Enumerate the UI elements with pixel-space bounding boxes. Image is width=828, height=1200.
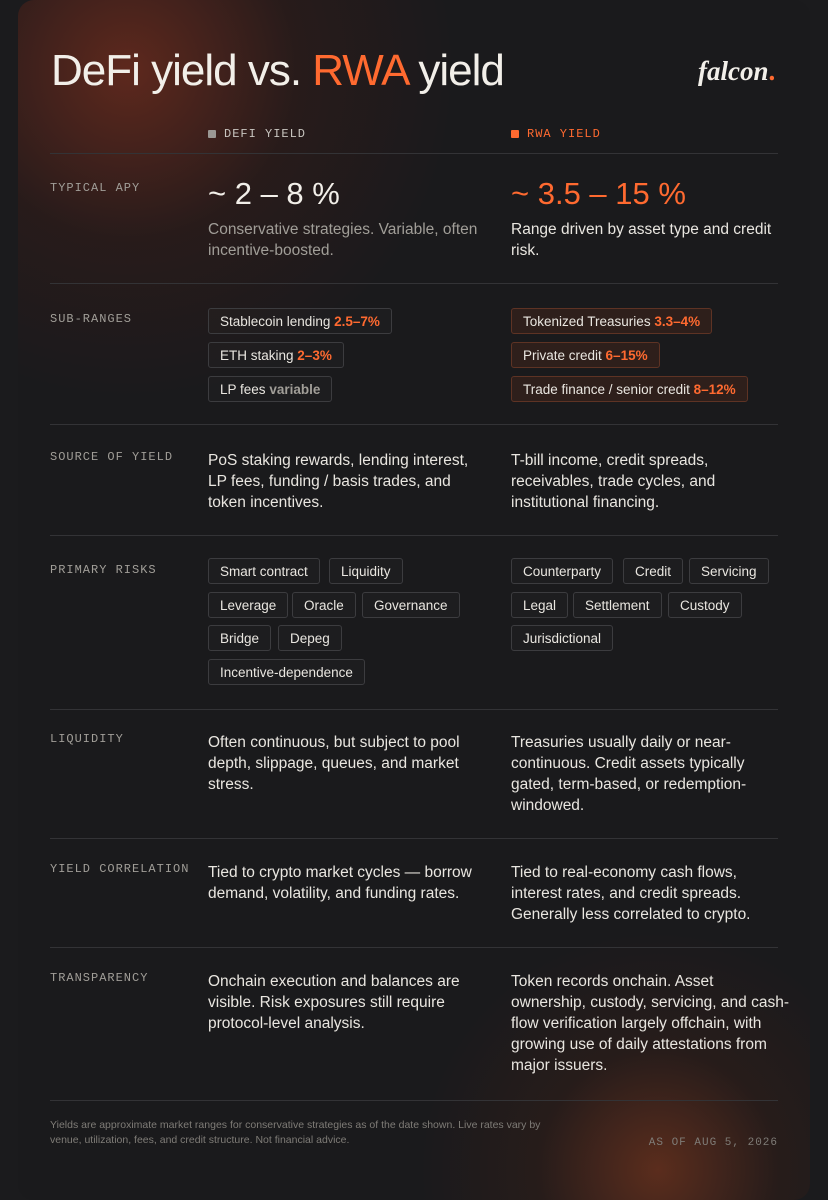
subrange-chip-trade-finance [511,376,748,402]
rwa-correlation-text: Tied to real-economy cash flows, interest rates, and credit spreads. Generally less correlated to crypto. [511,864,751,923]
rwa-square-icon [511,130,519,138]
comparison-card [18,0,810,1200]
divider [50,424,778,425]
chip-name: LP fees [220,382,266,397]
row-label-yield-correlation: YIELD CORRELATION [50,862,190,876]
title-accent: RWA [312,46,408,95]
chip-value: 2–3% [297,348,332,363]
chip-name: ETH staking [220,348,294,363]
subrange-chip-stablecoin-lending [208,308,392,334]
rwa-liquidity-text: Treasuries usually daily or near-continuous. Credit assets typically gated, term-based, or redemption-windowed. [511,734,747,814]
row-label-sub-ranges: SUB-RANGES [50,312,133,326]
risk-chip: Credit [623,558,683,584]
subrange-chip-private-credit [511,342,660,368]
rwa-source-text: T-bill income, credit spreads, receivables, trade cycles, and institutional financing. [511,452,716,511]
risk-chip: Incentive-dependence [208,659,365,685]
divider [50,1100,778,1101]
subrange-chip-eth-staking [208,342,344,368]
defi-apy-value: ~ 2 – 8 % [208,176,340,211]
row-label-primary-risks: PRIMARY RISKS [50,563,157,577]
divider [50,947,778,948]
chip-name: Tokenized Treasuries [523,314,651,329]
risk-chip: Legal [511,592,568,618]
chip-name: Stablecoin lending [220,314,331,329]
row-label-source-of-yield: SOURCE OF YIELD [50,450,174,464]
risk-chip: Oracle [292,592,356,618]
risk-chip: Settlement [573,592,662,618]
risk-chip: Liquidity [329,558,403,584]
logo-wordmark: falcon [698,56,769,86]
chip-value: variable [269,382,321,397]
falcon-logo [698,56,775,87]
risk-chip: Smart contract [208,558,320,584]
rwa-transparency-text: Token records onchain. Asset ownership, custody, servicing, and cash-flow verification largely offchain, with growing use of daily attestations from major issuers. [511,973,789,1074]
divider [50,535,778,536]
defi-apy-note: Conservative strategies. Variable, often incentive-boosted. [208,221,478,259]
risk-chip: Depeg [278,625,342,651]
rwa-column-header [511,127,601,141]
chip-value: 2.5–7% [334,314,380,329]
title-part-1: DeFi yield vs. [51,46,313,95]
rwa-column-label: RWA YIELD [527,127,601,141]
rwa-apy-note: Range driven by asset type and credit risk. [511,221,772,259]
chip-value: 6–15% [605,348,648,363]
defi-column-header [208,127,306,141]
risk-chip: Jurisdictional [511,625,613,651]
defi-source-text: PoS staking rewards, lending interest, LP fees, funding / basis trades, and token incentives. [208,452,469,511]
chip-name: Trade finance / senior credit [523,382,690,397]
risk-chip: Leverage [208,592,288,618]
defi-square-icon [208,130,216,138]
divider [50,283,778,284]
divider [50,838,778,839]
risk-chip: Custody [668,592,742,618]
risk-chip: Counterparty [511,558,613,584]
disclaimer-footnote: Yields are approximate market ranges for conservative strategies as of the date shown. Live rates vary by venue, utilization, fees, and credit structure. Not financial advice. [50,1119,541,1146]
title-part-2: yield [407,46,504,95]
chip-name: Private credit [523,348,602,363]
as-of-date: AS OF AUG 5, 2026 [648,1137,778,1149]
subrange-chip-tokenized-treasuries [511,308,712,334]
divider [50,153,778,154]
risk-chip: Bridge [208,625,271,651]
logo-dot: . [768,56,776,86]
row-label-transparency: TRANSPARENCY [50,971,149,985]
row-label-liquidity: LIQUIDITY [50,732,124,746]
subrange-chip-lp-fees [208,376,332,402]
chip-value: 3.3–4% [654,314,701,329]
row-label-typical-apy: TYPICAL APY [50,181,141,195]
rwa-apy-value: ~ 3.5 – 15 % [511,176,686,211]
defi-correlation-text: Tied to crypto market cycles — borrow demand, volatility, and funding rates. [208,864,472,902]
page-title [51,46,504,96]
chip-value: 8–12% [693,382,736,397]
risk-chip: Servicing [689,558,769,584]
risk-chip: Governance [362,592,460,618]
divider [50,709,778,710]
defi-liquidity-text: Often continuous, but subject to pool depth, slippage, queues, and market stress. [208,734,460,793]
defi-column-label: DEFI YIELD [224,127,307,141]
defi-transparency-text: Onchain execution and balances are visible. Risk exposures still require protocol-level analysis. [208,973,460,1032]
